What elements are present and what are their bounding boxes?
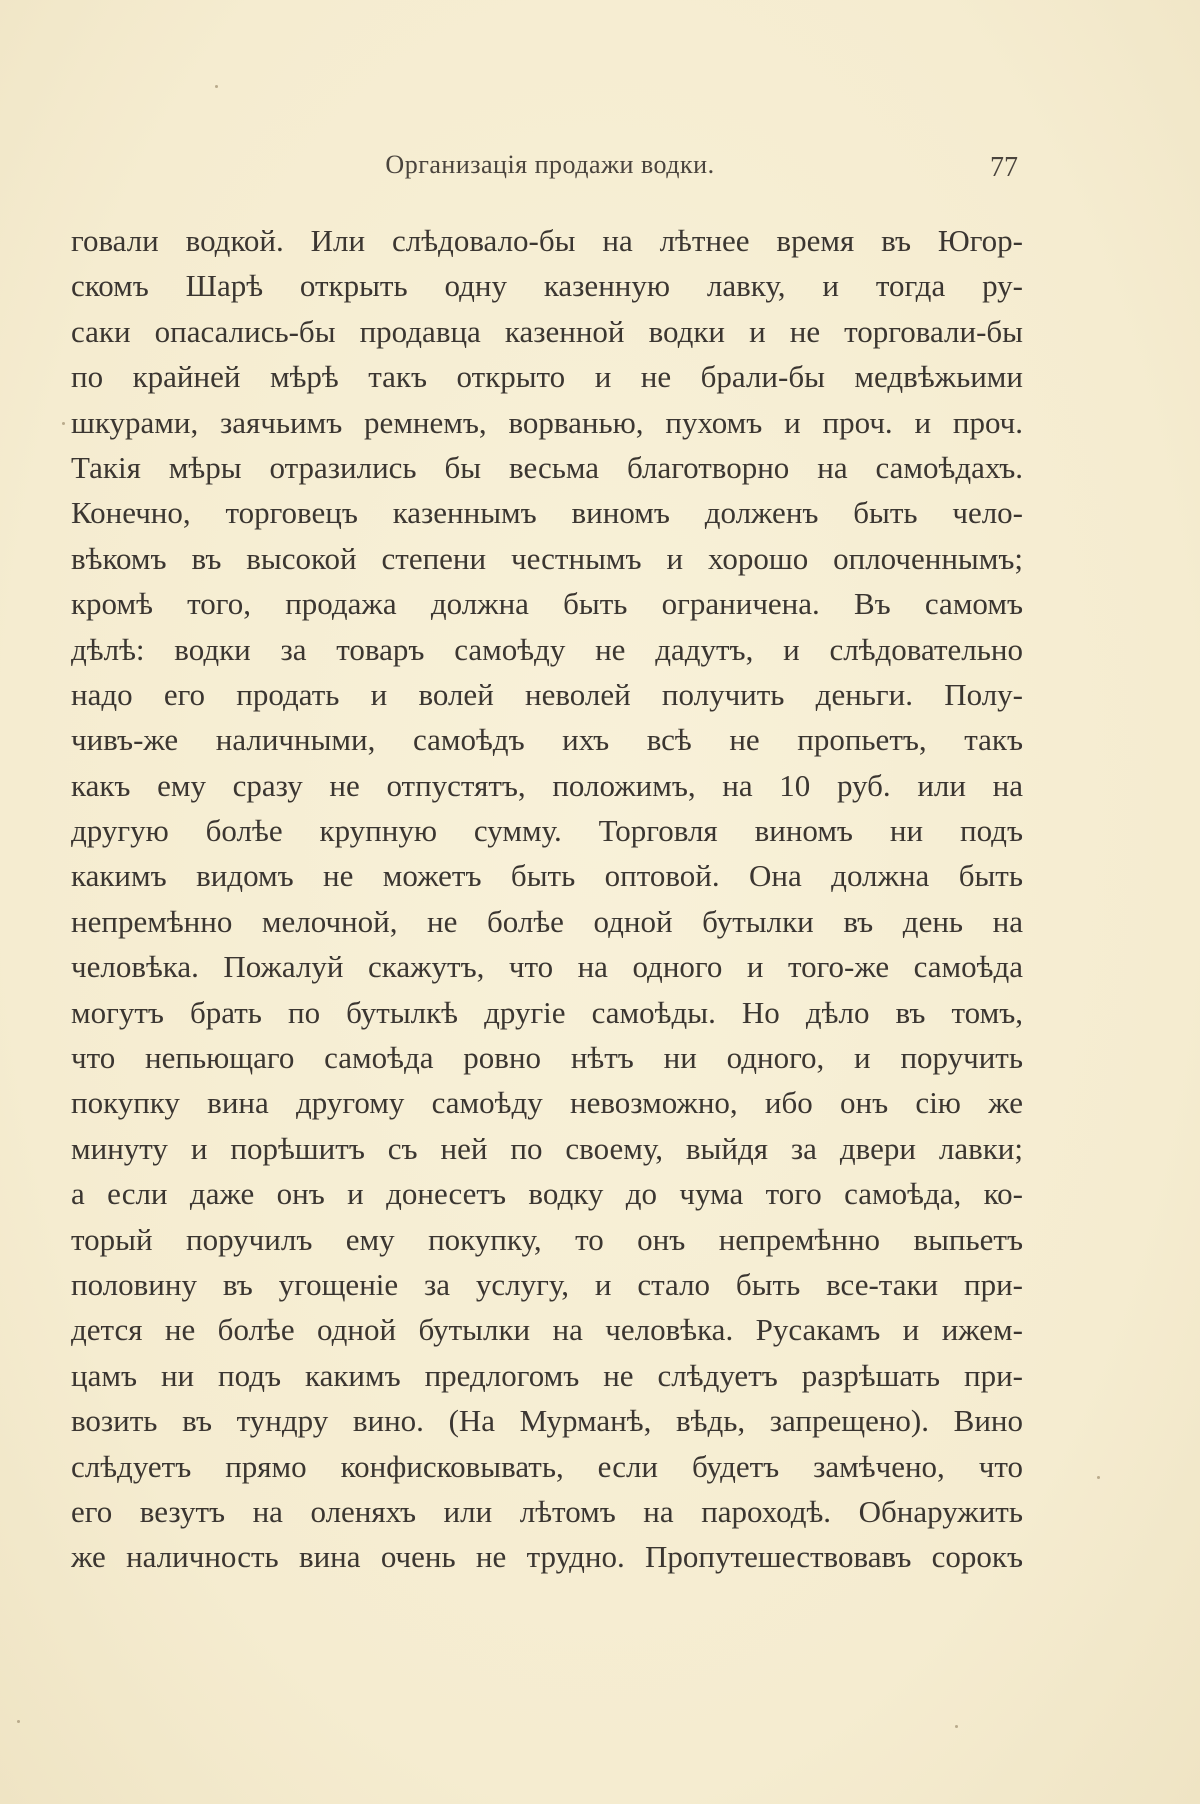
text-line: говали водкой. Или слѣдовало-бы на лѣтнее время въ Югор-	[71, 223, 1023, 258]
text-line: могутъ брать по бутылкѣ другіе самоѣды. Но дѣло въ томъ,	[71, 994, 1023, 1030]
text-line: что непьющаго самоѣда ровно нѣтъ ни одного, и поручить	[71, 1040, 1023, 1076]
text-line: вѣкомъ въ высокой степени честнымъ и хорошо оплоченнымъ;	[71, 540, 1023, 576]
text-line: слѣдуетъ прямо конфисковывать, если будетъ замѣчено, что	[71, 1448, 1023, 1484]
text-line: непремѣнно мелочной, не болѣе одной бутылки въ день на	[71, 903, 1023, 939]
text-line: чивъ-же наличными, самоѣдъ ихъ всѣ не пропьетъ, такъ	[71, 722, 1023, 758]
body-text	[71, 218, 1023, 1580]
text-line: какъ ему сразу не отпустятъ, положимъ, на 10 руб. или на	[71, 767, 1023, 803]
paper-speck	[62, 422, 65, 425]
paper-speck	[215, 85, 218, 88]
running-title: Организація продажи водки.	[385, 150, 715, 179]
text-line: его везутъ на оленяхъ или лѣтомъ на пароходѣ. Обнаружить	[71, 1493, 1023, 1529]
page-number: 77	[990, 152, 1018, 183]
text-line: минуту и порѣшитъ съ ней по своему, выйдя за двери лавки;	[71, 1130, 1023, 1166]
text-line: по крайней мѣрѣ такъ открыто и не брали-бы медвѣжьими	[71, 359, 1023, 395]
text-line: Конечно, торговецъ казеннымъ виномъ долженъ быть чело-	[71, 495, 1023, 531]
text-line: Такія мѣры отразились бы весьма благотворно на самоѣдахъ.	[71, 449, 1023, 485]
text-line: а если даже онъ и донесетъ водку до чума того самоѣда, ко-	[71, 1176, 1023, 1212]
text-line: возить въ тундру вино. (На Мурманѣ, вѣдь, запрещено). Вино	[71, 1403, 1023, 1439]
text-line: саки опасались-бы продавца казенной водки и не торговали-бы	[71, 313, 1023, 349]
text-line: какимъ видомъ не можетъ быть оптовой. Она должна быть	[71, 858, 1023, 894]
text-line: шкурами, заячьимъ ремнемъ, ворванью, пухомъ и проч. и проч.	[71, 404, 1023, 440]
text-line: другую болѣе крупную сумму. Торговля виномъ ни подъ	[71, 813, 1023, 849]
text-line: надо его продать и волей неволей получить деньги. Полу-	[71, 676, 1023, 712]
text-line: человѣка. Пожалуй скажутъ, что на одного и того-же самоѣда	[71, 949, 1023, 985]
text-line: половину въ угощеніе за услугу, и стало быть все-таки при-	[71, 1266, 1023, 1302]
paper-speck	[955, 1725, 958, 1728]
text-line: дется не болѣе одной бутылки на человѣка. Русакамъ и ижем-	[71, 1312, 1023, 1348]
paper-speck	[1097, 1476, 1100, 1479]
text-line: скомъ Шарѣ открыть одну казенную лавку, и тогда ру-	[71, 268, 1023, 304]
text-line: кромѣ того, продажа должна быть ограничена. Въ самомъ	[71, 586, 1023, 622]
text-line: цамъ ни подъ какимъ предлогомъ не слѣдуетъ разрѣшать при-	[71, 1357, 1023, 1393]
text-line: покупку вина другому самоѣду невозможно, ибо онъ сію же	[71, 1085, 1023, 1121]
text-line: же наличность вина очень не трудно. Пропутешествовавъ сорокъ	[71, 1539, 1023, 1575]
paper-speck	[17, 1720, 20, 1723]
text-line: торый поручилъ ему покупку, то онъ непремѣнно выпьетъ	[71, 1221, 1023, 1257]
text-line: дѣлѣ: водки за товаръ самоѣду не дадутъ, и слѣдовательно	[71, 631, 1023, 667]
